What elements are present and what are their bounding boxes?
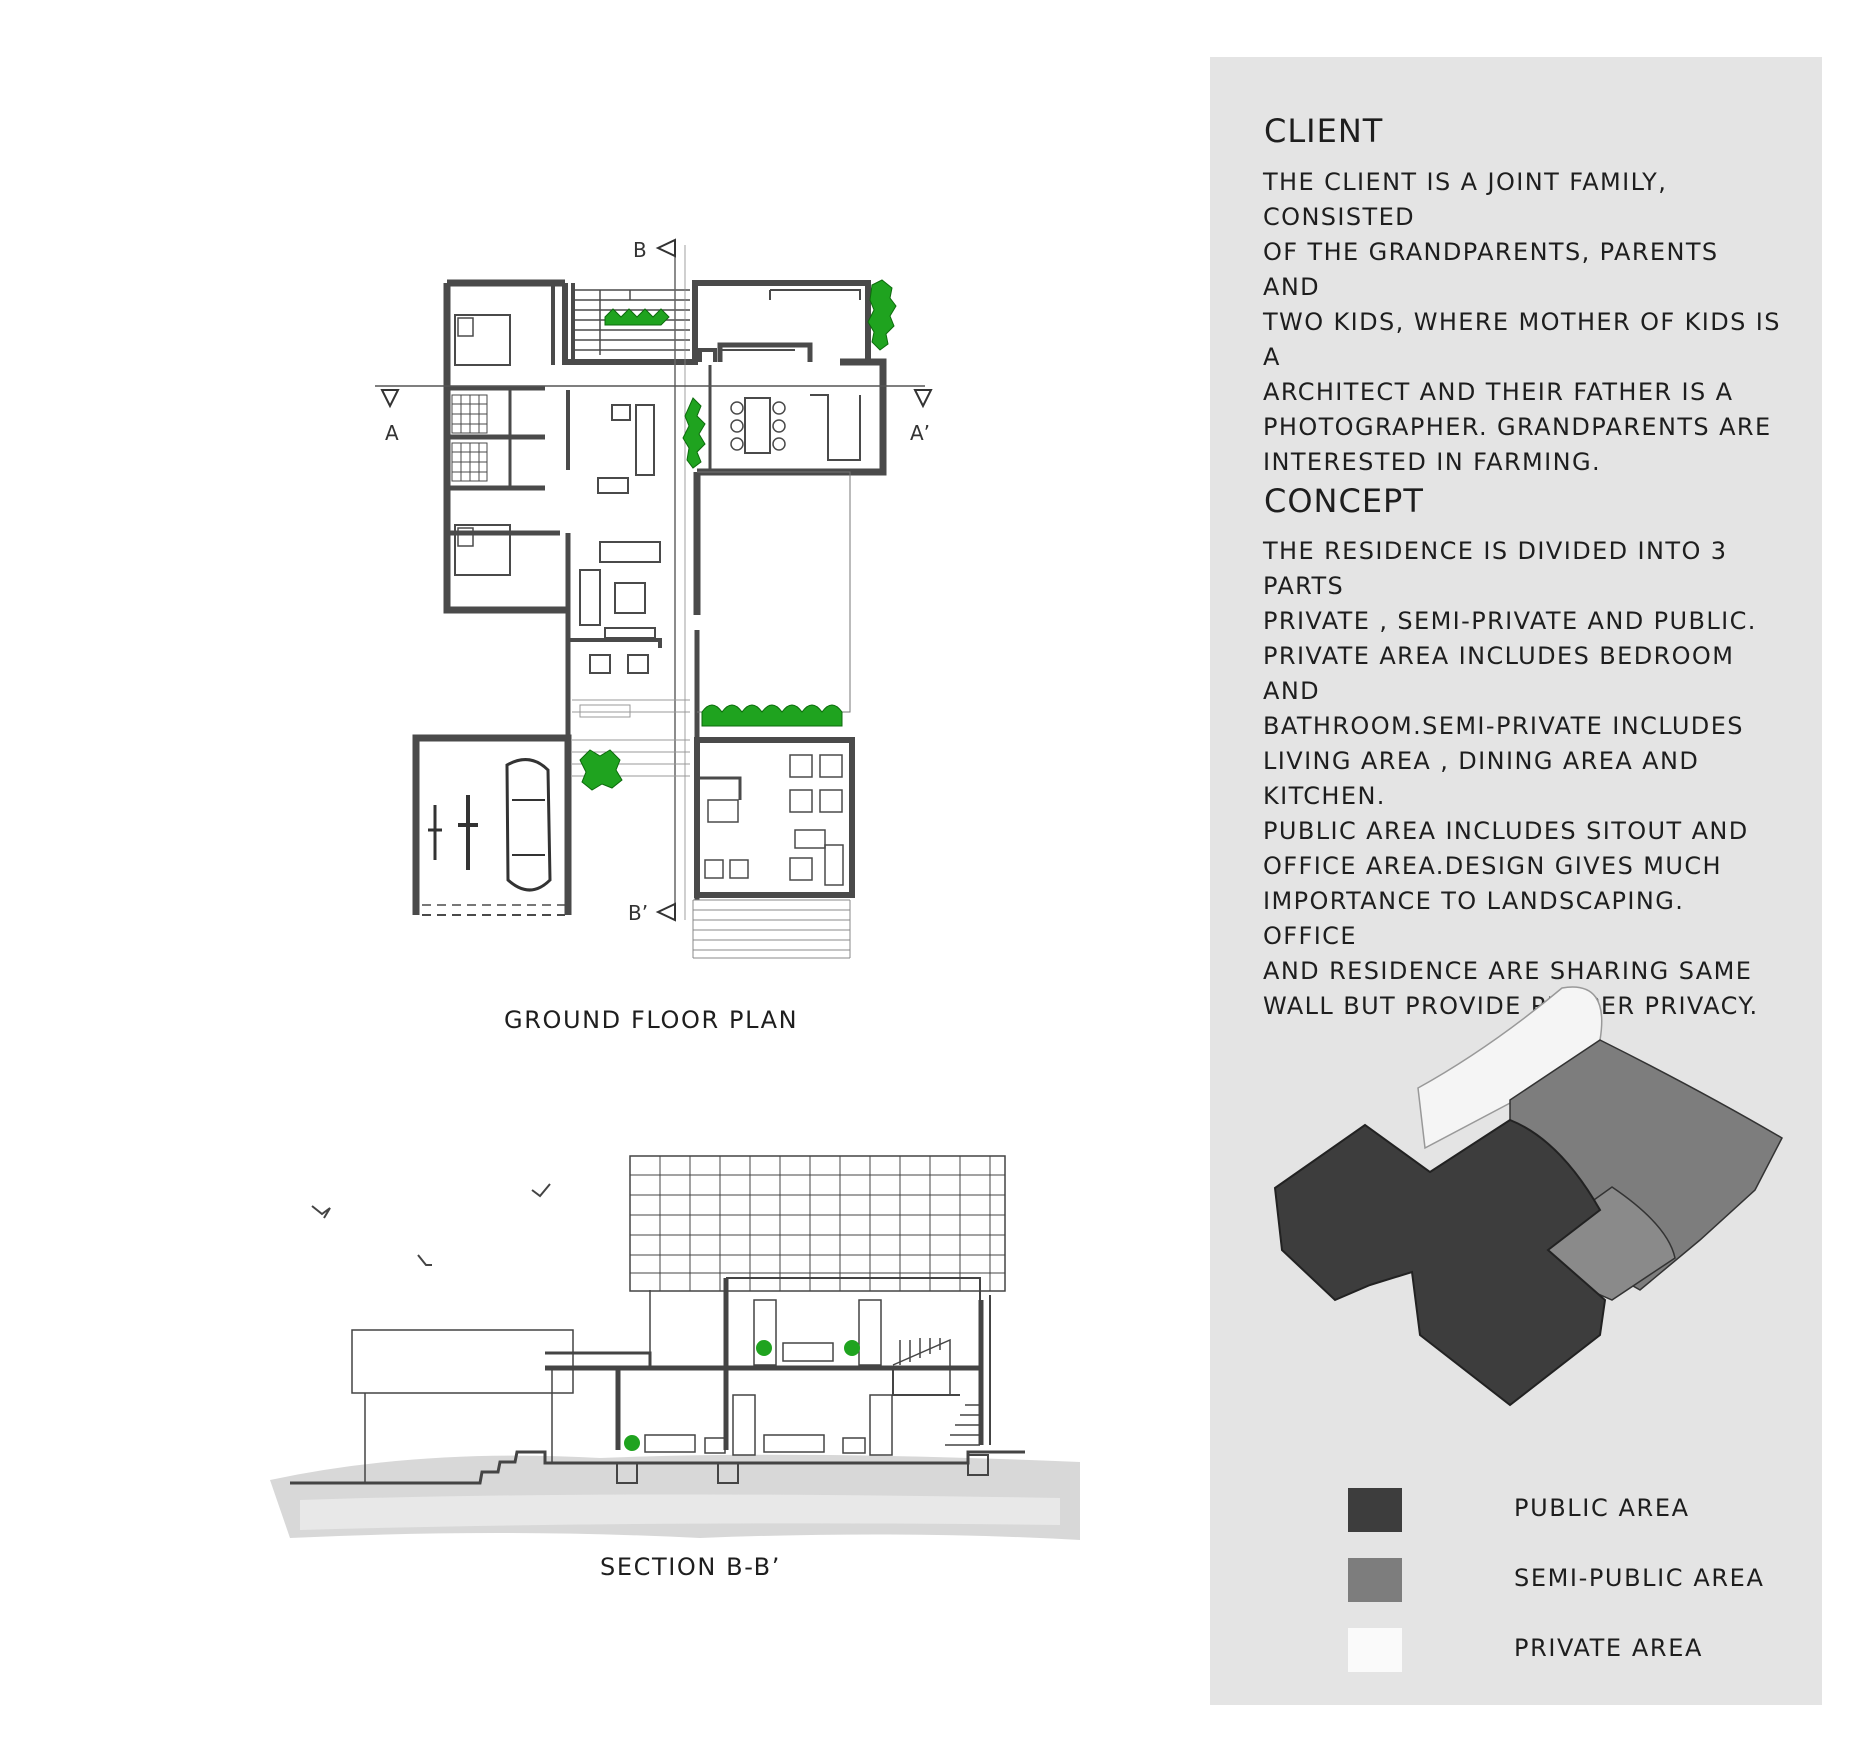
legend-swatch-private <box>1348 1628 1402 1672</box>
plan-plants <box>580 280 896 790</box>
legend-label-private: PRIVATE AREA <box>1514 1634 1703 1662</box>
client-heading: CLIENT <box>1264 112 1384 150</box>
legend-label-semi-public: SEMI-PUBLIC AREA <box>1514 1564 1765 1592</box>
legend-swatch-semi-public <box>1348 1558 1402 1602</box>
marker-a: A <box>385 421 399 445</box>
marker-a-prime: A’ <box>910 421 931 445</box>
section-markers <box>382 240 931 920</box>
section-caption: SECTION B-B’ <box>600 1553 781 1581</box>
ground-floor-plan <box>375 245 925 958</box>
zone-public <box>1275 1120 1605 1405</box>
concept-text: THE RESIDENCE IS DIVIDED INTO 3 PARTS PRIVATE , SEMI-PRIVATE AND PUBLIC. PRIVATE AREA INCLUDES BEDROOM AND BATHROOM.SEMI-PRIVATE INCLUDES LIVING AREA , DINING AREA AND KITCHEN. PUBLIC AREA INCLUDES SITOUT AND OFFICE AREA.DESIGN GIVES MUCH IMPORTANCE TO LANDSCAPING. OFFICE AND RESIDENCE ARE SHARING SAME WALL BUT PROVIDE PRIVACY. <box>1263 537 1759 1020</box>
marker-b-prime: B’ <box>628 901 649 925</box>
plan-caption: GROUND FLOOR PLAN <box>504 1006 799 1034</box>
legend-label-public: PUBLIC AREA <box>1514 1494 1690 1522</box>
marker-b: B <box>633 238 647 262</box>
section-drawing <box>270 1156 1080 1540</box>
legend-swatch-public <box>1348 1488 1402 1532</box>
concept-heading: CONCEPT <box>1264 482 1424 520</box>
zoning-diagram <box>1275 987 1782 1405</box>
client-text: THE CLIENT IS A JOINT FAMILY, CONSISTED OF THE GRANDPARENTS, PARENTS AND TWO KIDS, WHERE MOTHER OF KIDS IS A ARCHITECT AND THEIR FATHER IS A PHOTOGRAPHER. GRANDPARENTS ARE INTERESTED IN FARMING. <box>1263 168 1781 476</box>
